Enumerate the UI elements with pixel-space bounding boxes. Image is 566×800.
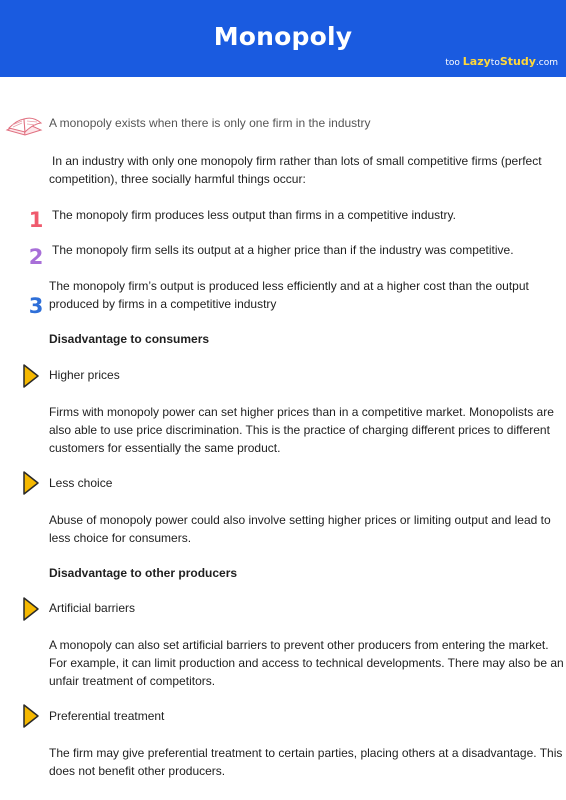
point-text: The monopoly firm produces less output than firms in a competitive industry. [52, 208, 456, 222]
triangle-bullet-icon [22, 363, 40, 389]
point-text: The monopoly firm’s output is produced less efficiently and at a higher cost than the output [49, 279, 529, 293]
lead-paragraph-line: In an industry with only one monopoly firm rather than lots of small competitive firms (perfect [52, 154, 542, 168]
triangle-bullet-icon [22, 470, 40, 496]
paragraph-line: unfair treatment of competitors. [49, 674, 216, 688]
lead-paragraph-line: competition), three socially harmful things occur: [49, 172, 306, 186]
paragraph-line: customers for essentially the same product. [49, 441, 281, 455]
page-title: Monopoly [213, 22, 353, 51]
point-text: The monopoly firm sells its output at a higher price than if the industry was competitive. [52, 243, 514, 257]
subsection-title: Artificial barriers [49, 601, 136, 615]
triangle-bullet-icon [22, 703, 40, 729]
paragraph-line: less choice for consumers. [49, 531, 192, 545]
subsection-title: Less choice [49, 476, 113, 490]
number-two-icon: 2 [28, 245, 44, 269]
number-three-icon: 3 [28, 294, 44, 318]
paragraph-line: A monopoly can also set artificial barriers to prevent other producers from entering the market. [49, 638, 549, 652]
section-heading-consumers: Disadvantage to consumers [49, 332, 210, 346]
subsection-title: Higher prices [49, 368, 120, 382]
brand-logo: too LazytoStudy.com [445, 55, 558, 68]
point-text: produced by firms in a competitive industry [49, 297, 277, 311]
paragraph-line: also able to use price discrimination. This is the practice of charging different prices to different [49, 423, 550, 437]
open-book-icon [5, 110, 45, 136]
triangle-bullet-icon [22, 596, 40, 622]
paragraph-line: does not benefit other producers. [49, 764, 226, 778]
paragraph-line: For example, it can limit production and access to technical developments. There may also be an [49, 656, 564, 670]
number-one-icon: 1 [28, 208, 44, 232]
section-heading-producers: Disadvantage to other producers [49, 566, 238, 580]
paragraph-line: Firms with monopoly power can set higher prices than in a competitive market. Monopolists are [49, 405, 554, 419]
paragraph-line: Abuse of monopoly power could also involve setting higher prices or limiting output and lead to [49, 513, 551, 527]
intro-text: A monopoly exists when there is only one firm in the industry [49, 116, 371, 130]
paragraph-line: The firm may give preferential treatment to certain parties, placing others at a disadvantage. This [49, 746, 563, 760]
subsection-title: Preferential treatment [49, 709, 165, 723]
